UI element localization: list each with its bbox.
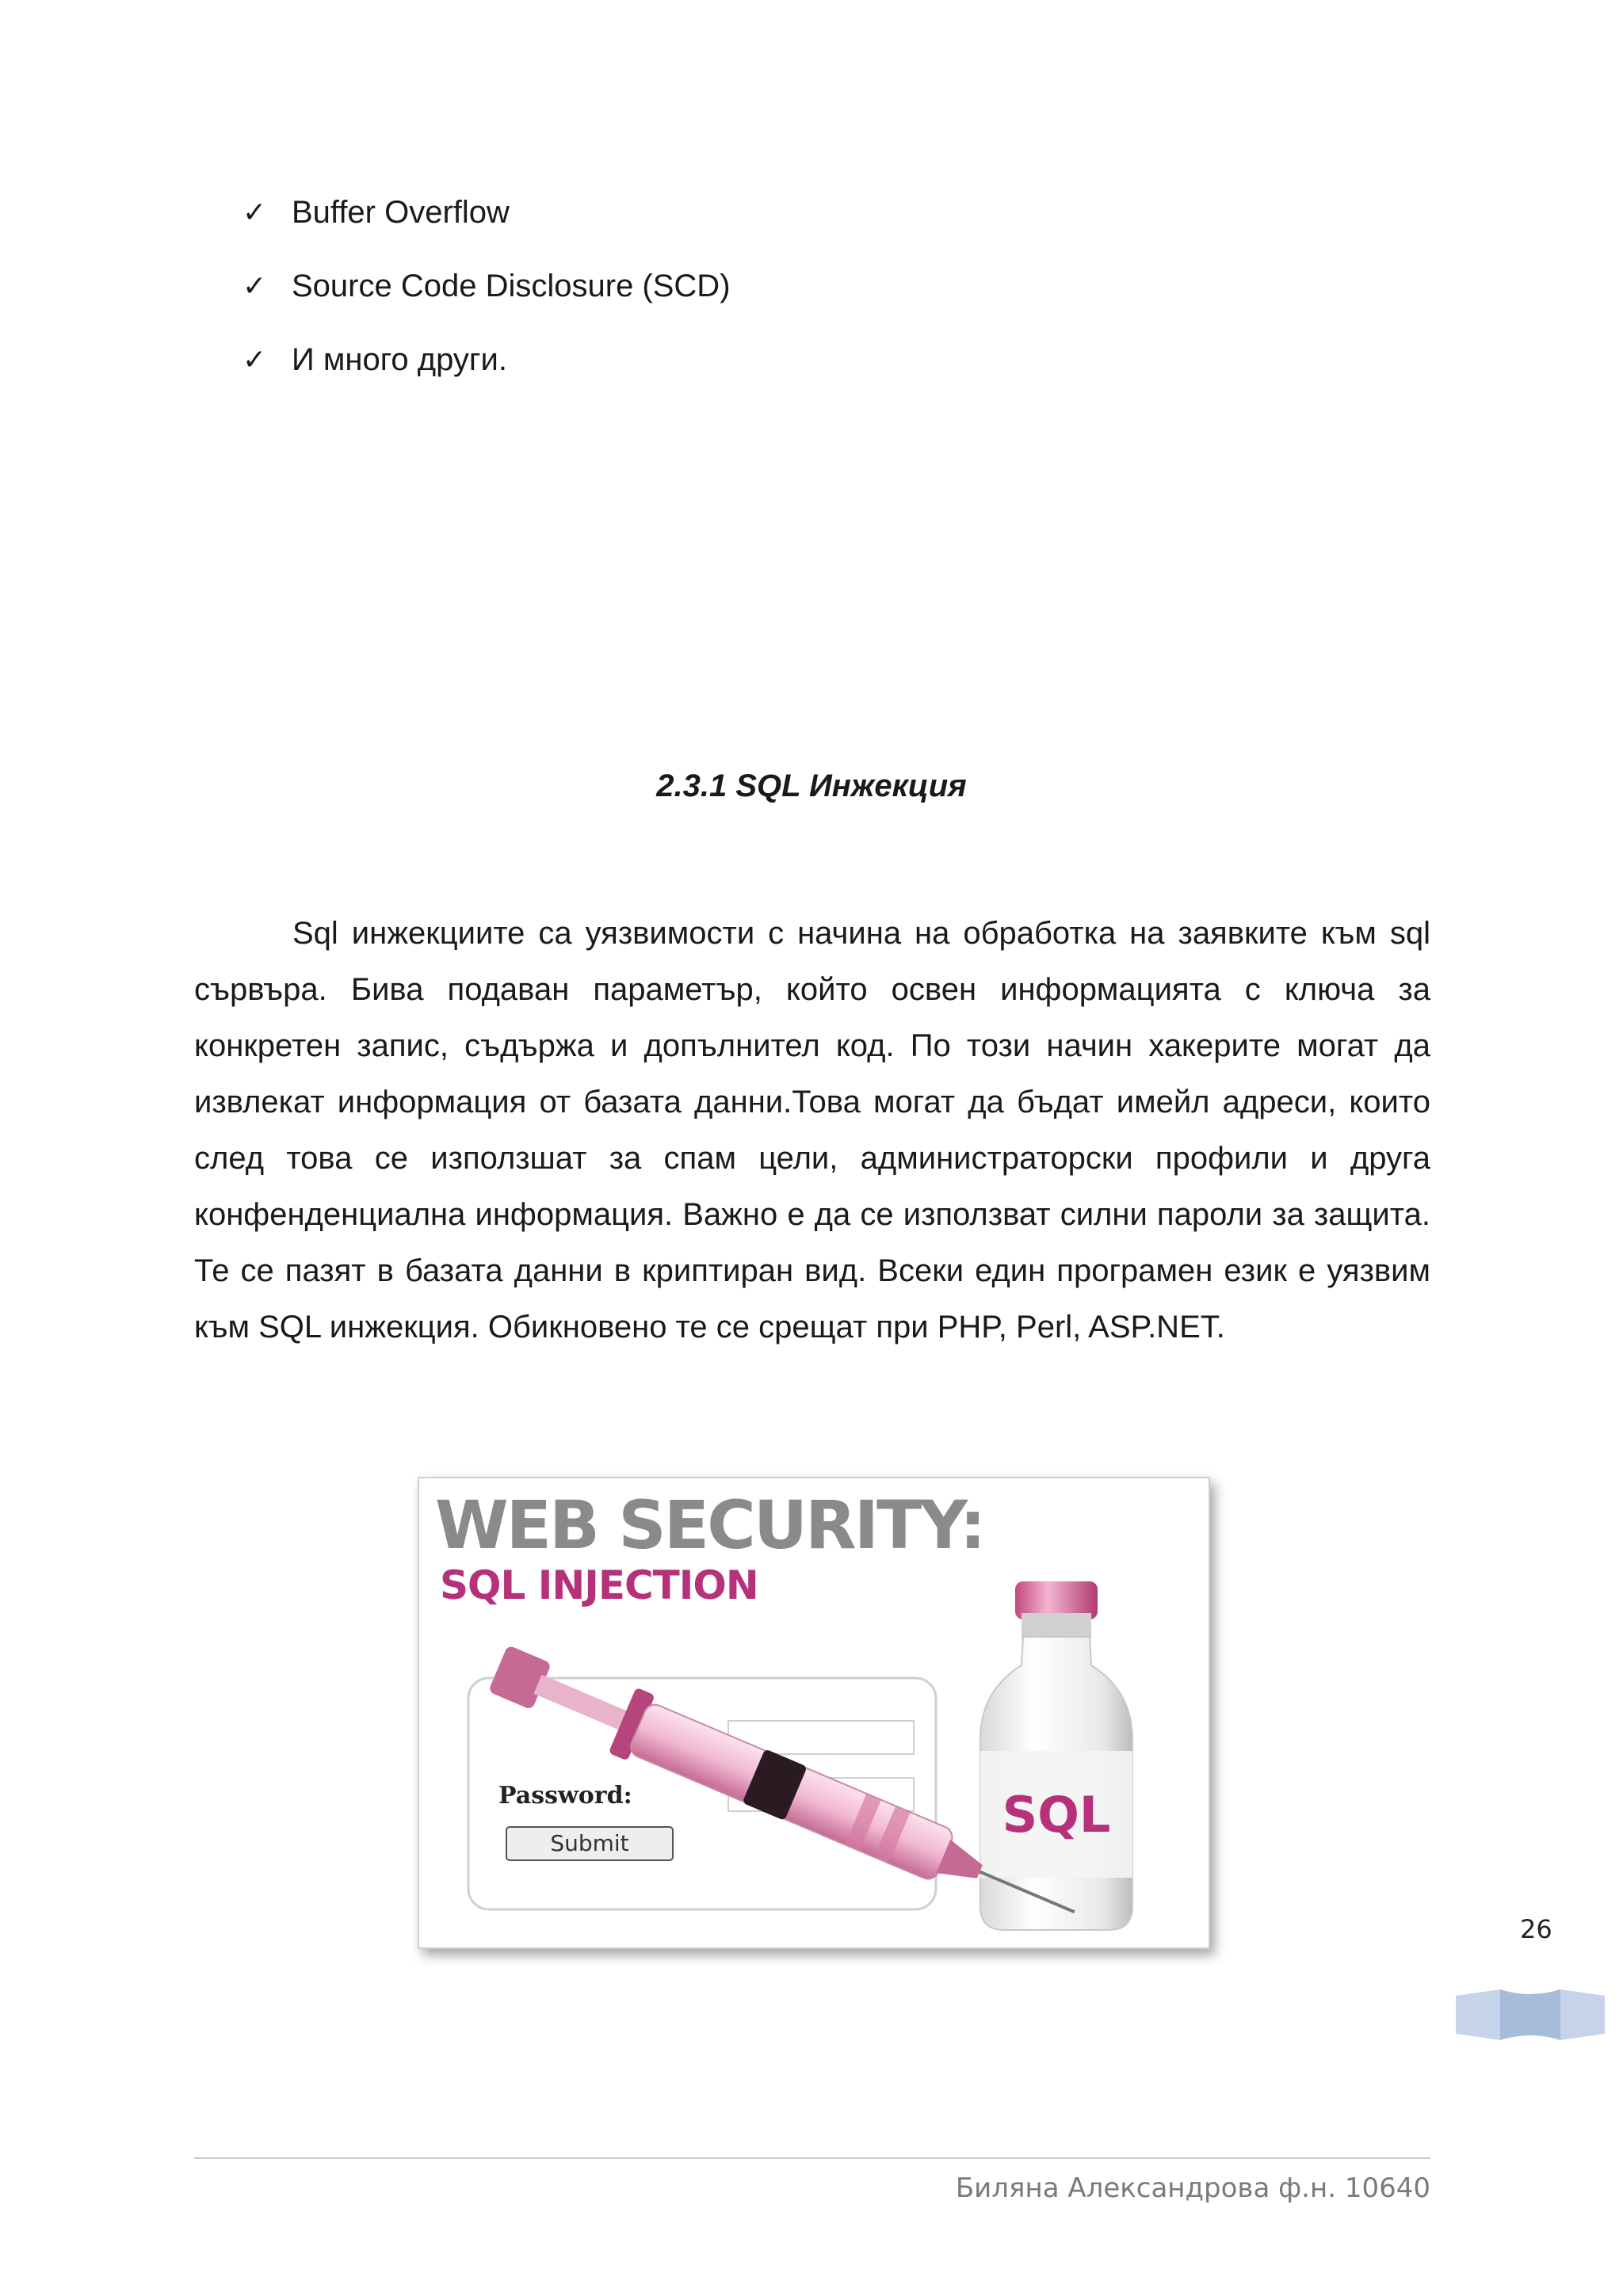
page-ribbon-icon xyxy=(1453,1985,1608,2047)
list-item-label: Buffer Overflow xyxy=(292,194,510,230)
check-icon: ✓ xyxy=(242,343,267,376)
page-number: 26 xyxy=(1520,1914,1552,1944)
list-item-label: И много други. xyxy=(292,341,507,377)
body-paragraph: Sql инжекциите са уязвимости с начина на обработка на заявките към sql сървъра. Бива подаван параметър, който освен информацията с ключа за конкретен запис, съдържа и допълнител код. По този начин хакерите могат да извлекат информация от базата данни.Това могат да бъдат имейл адреси, които след това се използшат за спам цели, администраторски профили и друга конфенденциална информация. Важно е да се използват силни пароли за защита. Те се пазят в базата данни в криптиран вид. Всеки един програмен език е уязвим към SQL инжекция. Обикновено те се срещат при PHP, Perl, ASP.NET. xyxy=(194,916,1430,1344)
check-icon: ✓ xyxy=(242,269,267,303)
figure-title-line2-text: SQL INJECTION xyxy=(440,1562,758,1608)
list-item-label: Source Code Disclosure (SCD) xyxy=(292,268,731,303)
list-item xyxy=(242,194,731,231)
submit-button-label: Submit xyxy=(550,1830,629,1856)
vial-label: SQL xyxy=(1002,1786,1111,1844)
footer-divider xyxy=(194,2157,1430,2159)
vial-icon xyxy=(980,1581,1132,1930)
check-icon: ✓ xyxy=(242,196,267,229)
footer-author: Биляна Александрова ф.н. 10640 xyxy=(955,2172,1430,2204)
checklist xyxy=(242,194,731,415)
list-item xyxy=(242,341,731,378)
password-label: Password: xyxy=(498,1782,632,1810)
list-item xyxy=(242,268,731,304)
section-heading-text: 2.3.1 SQL Инжекция xyxy=(656,769,967,803)
figure-title-line1: WEB SECURITY: xyxy=(435,1486,984,1564)
section-heading xyxy=(0,769,1623,804)
sql-injection-illustration xyxy=(418,1477,1210,1949)
